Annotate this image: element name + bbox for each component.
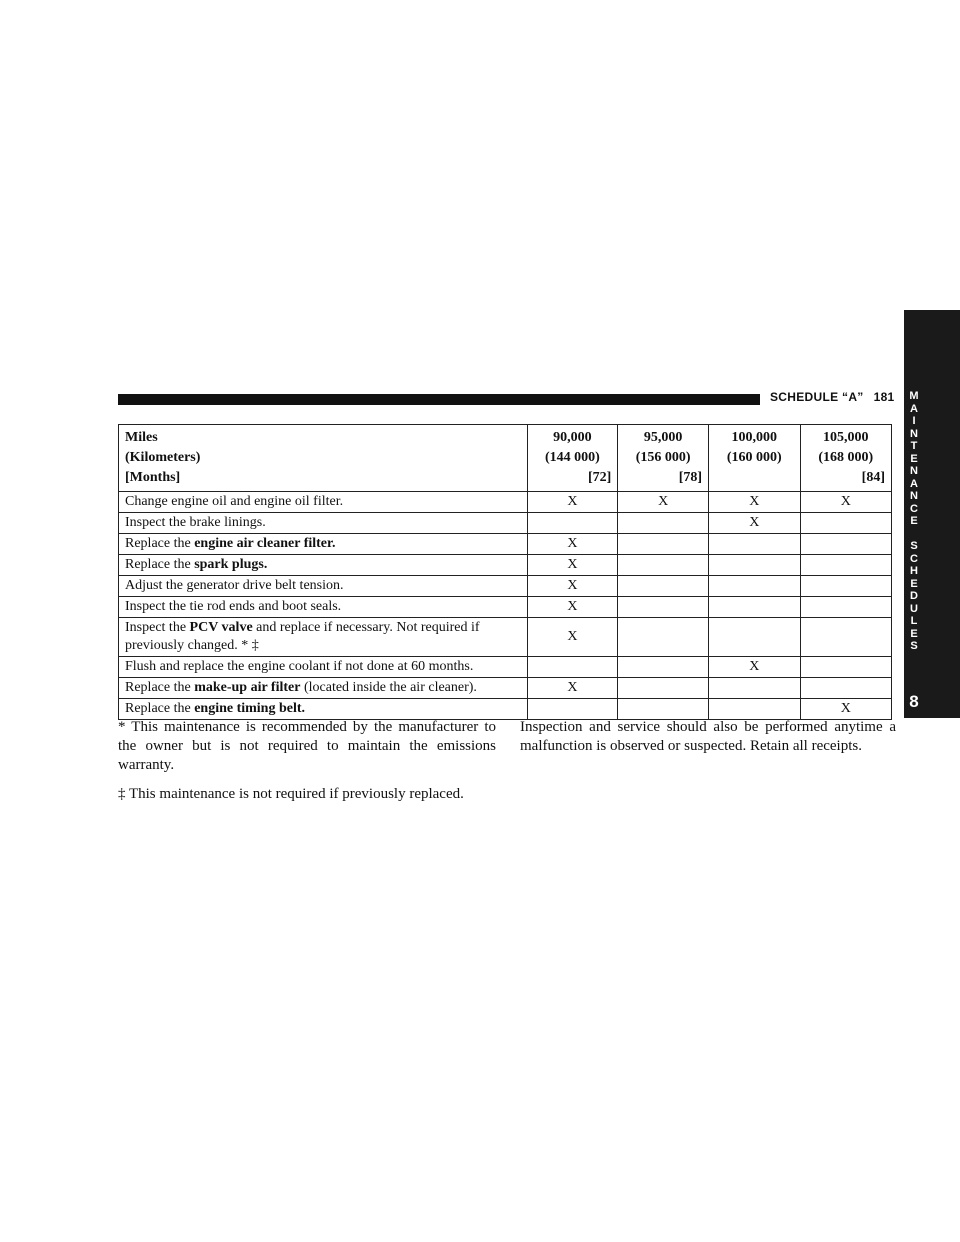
interval-months [715, 468, 793, 488]
interval-miles: 95,000 [643, 430, 683, 445]
interval-mark-cell [800, 618, 891, 657]
chapter-side-tab [904, 310, 960, 718]
table-header-row [119, 425, 892, 492]
task-highlight: engine timing belt. [194, 701, 306, 716]
task-text: Replace the [125, 557, 195, 572]
interval-mark-cell: X [527, 555, 618, 576]
interval-mark-cell [709, 699, 800, 720]
interval-header-105000 [800, 425, 891, 492]
table-row [119, 492, 892, 513]
header-label-miles: Miles [125, 430, 158, 445]
task-cell [119, 699, 528, 720]
side-tab-letter: N [910, 490, 918, 502]
interval-mark-cell [527, 513, 618, 534]
interval-mark-cell [709, 534, 800, 555]
side-tab-letter: E [910, 627, 918, 640]
task-cell [119, 597, 528, 618]
interval-km: (144 000) [545, 450, 600, 465]
table-row [119, 699, 892, 720]
table-row [119, 597, 892, 618]
task-cell [119, 555, 528, 576]
interval-mark-cell: X [709, 657, 800, 678]
interval-mark-cell [800, 513, 891, 534]
side-tab-letter: S [910, 540, 918, 552]
side-tab-letter: D [910, 590, 918, 602]
interval-mark-cell [618, 576, 709, 597]
interval-months: [72] [587, 470, 612, 485]
interval-mark-cell [618, 597, 709, 618]
side-tab-letter: N [910, 465, 918, 477]
table-row [119, 513, 892, 534]
interval-mark-cell [800, 555, 891, 576]
task-text: Inspect the tie rod ends and boot seals. [125, 599, 342, 614]
interval-mark-cell: X [618, 492, 709, 513]
side-tab-letter: A [910, 402, 918, 415]
interval-miles: 90,000 [553, 430, 592, 445]
interval-mark-cell [709, 576, 800, 597]
interval-mark-cell: X [709, 492, 800, 513]
footnotes-left-column [118, 718, 496, 814]
header-label-cell [119, 425, 528, 492]
table-row [119, 657, 892, 678]
task-text: and replace if necessary. Not required if previously changed. * ‡ [125, 620, 480, 653]
table-row [119, 576, 892, 597]
interval-mark-cell: X [527, 618, 618, 657]
interval-mark-cell: X [709, 513, 800, 534]
interval-mark-cell [618, 678, 709, 699]
maintenance-schedule-table [118, 424, 892, 720]
note-inspection: Inspection and service should also be performed anytime a malfunction is observed or suspected. Retain all receipts. [520, 719, 896, 754]
task-text: Inspect the [125, 620, 190, 635]
side-tab-letter: C [910, 502, 918, 515]
interval-miles: 100,000 [731, 430, 778, 445]
side-tab-letter: E [910, 515, 918, 527]
table-row [119, 534, 892, 555]
side-tab-letter: H [910, 565, 918, 577]
side-tab-letter: I [912, 415, 916, 427]
interval-mark-cell [618, 555, 709, 576]
interval-mark-cell: X [527, 576, 618, 597]
side-tab-letter: N [910, 427, 918, 440]
side-tab-letter: C [910, 552, 918, 565]
task-text: Flush and replace the engine coolant if not done at 60 months. [125, 659, 474, 674]
interval-mark-cell [527, 699, 618, 720]
interval-mark-cell: X [800, 699, 891, 720]
interval-mark-cell [527, 657, 618, 678]
interval-mark-cell [800, 657, 891, 678]
interval-km: (156 000) [635, 450, 691, 465]
side-tab-letter: M [909, 390, 919, 402]
interval-mark-cell [709, 597, 800, 618]
side-tab-letter: E [910, 577, 918, 590]
header-label-months: [Months] [125, 470, 181, 485]
interval-mark-cell: X [527, 534, 618, 555]
interval-mark-cell: X [527, 678, 618, 699]
task-text: Replace the [125, 536, 195, 551]
interval-months: [84] [861, 470, 885, 485]
task-cell [119, 492, 528, 513]
task-cell [119, 618, 528, 657]
interval-mark-cell: X [800, 492, 891, 513]
section-title: SCHEDULE “A” [770, 390, 864, 404]
side-tab-letter: U [910, 602, 918, 615]
interval-header-100000 [709, 425, 800, 492]
interval-mark-cell [800, 597, 891, 618]
interval-mark-cell: X [527, 492, 618, 513]
interval-mark-cell [709, 678, 800, 699]
table-row [119, 618, 892, 657]
side-tab-letter: S [910, 640, 918, 652]
interval-miles: 105,000 [823, 430, 869, 445]
interval-mark-cell [800, 678, 891, 699]
table-row [119, 678, 892, 699]
interval-km: (160 000) [726, 450, 782, 465]
interval-header-95000 [618, 425, 709, 492]
footnote-replaced: ‡ This maintenance is not required if previously replaced. [118, 786, 464, 802]
side-tab-letter: T [910, 440, 918, 452]
side-tab-letter: E [910, 452, 918, 465]
header-rule [118, 394, 760, 405]
interval-mark-cell [618, 534, 709, 555]
footnote-emissions: * This maintenance is recommended by the manufacturer to the owner but is not required to maintain the emissions warranty. [118, 719, 496, 773]
interval-mark-cell [800, 576, 891, 597]
task-highlight: PCV valve [189, 620, 253, 635]
task-cell [119, 576, 528, 597]
interval-mark-cell: X [527, 597, 618, 618]
task-text: Adjust the generator drive belt tension. [125, 578, 344, 593]
task-text: Change engine oil and engine oil filter. [125, 494, 344, 509]
side-tab-letters [904, 390, 924, 653]
task-highlight: make-up air filter [194, 680, 301, 695]
interval-mark-cell [618, 699, 709, 720]
interval-mark-cell [618, 657, 709, 678]
task-highlight: engine air cleaner filter. [194, 536, 336, 551]
side-tab-letter: L [910, 615, 918, 627]
chapter-number: 8 [909, 692, 919, 711]
task-text: Replace the [125, 701, 195, 716]
task-cell [119, 657, 528, 678]
task-text: (located inside the air cleaner). [300, 680, 477, 695]
task-cell [119, 534, 528, 555]
interval-mark-cell [709, 618, 800, 657]
interval-mark-cell [800, 534, 891, 555]
interval-km: (168 000) [818, 450, 874, 465]
page-number: 181 [873, 390, 895, 404]
task-text: Inspect the brake linings. [125, 515, 266, 530]
task-text: Replace the [125, 680, 195, 695]
footnotes-right-column [520, 718, 896, 766]
running-head [770, 390, 895, 404]
header-label-kilometers: (Kilometers) [125, 450, 201, 465]
interval-months: [78] [678, 470, 703, 485]
task-cell [119, 513, 528, 534]
interval-mark-cell [618, 618, 709, 657]
interval-mark-cell [618, 513, 709, 534]
task-cell [119, 678, 528, 699]
table-row [119, 555, 892, 576]
side-tab-letter: A [910, 477, 918, 490]
interval-header-90000 [527, 425, 618, 492]
interval-mark-cell [709, 555, 800, 576]
task-highlight: spark plugs. [194, 557, 268, 572]
